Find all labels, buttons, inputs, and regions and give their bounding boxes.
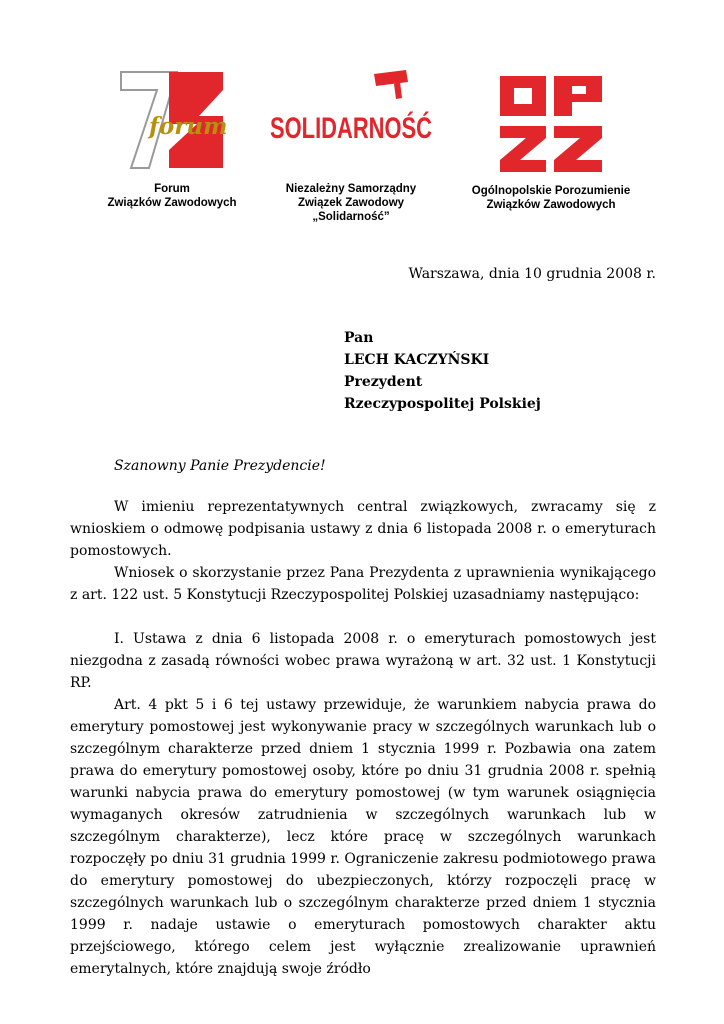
org-caption-line: Forum bbox=[154, 183, 190, 195]
org-caption-line: Związków Zawodowych bbox=[486, 199, 616, 211]
paragraph: Wniosek o skorzystanie przez Pana Prezydenta z uprawnienia wynikającego z art. 122 ust. 5 Konstytucji Rzeczypospolitej Polskiej uzasadniamy następująco: bbox=[70, 565, 656, 603]
letterhead bbox=[70, 68, 656, 228]
paragraph: I. Ustawa z dnia 6 listopada 2008 r. o emeryturach pomostowych jest niezgodna z zasadą równości wobec prawa wyrażoną w art. 32 ust. 1 Konstytucji RP. bbox=[70, 631, 656, 691]
forum-logo-text: forum bbox=[149, 113, 228, 140]
salutation: Szanowny Panie Prezydencie! bbox=[114, 458, 326, 474]
addressee-line: Rzeczypospolitej Polskiej bbox=[344, 396, 541, 412]
place-date: Warszawa, dnia 10 grudnia 2008 r. bbox=[408, 266, 656, 282]
org-caption-line: Ogólnopolskie Porozumienie bbox=[471, 185, 631, 197]
org-caption-line: Niezależny Samorządny bbox=[285, 183, 417, 195]
letter-body bbox=[70, 496, 656, 980]
paragraph: Art. 4 pkt 5 i 6 tej ustawy przewiduje, że warunkiem nabycia prawa do emerytury pomostowej jest wykonywanie pracy w szczególnych warunkach lub o szczególnym charakterze przed dniem 1 stycznia 1999 r. Pozbawia ona zatem prawa do emerytury pomostowej osoby, które po dniu 31 grudnia 2008 r. spełnią warunki nabycia prawa do emerytury pomostowej (w tym warunek osiągnięcia wymaganych okresów zatrudnienia w szczególnych warunkach lub w szczególnym charakterze), lecz które pracę w szczególnych warunkach rozpoczęły po dniu 31 grudnia 1999 r. Ograniczenie zakresu podmiotowego prawa do emerytury pomostowej do ubezpieczonych, którzy rozpoczęli pracę w szczególnych warunkach lub o szczególnym charakterze przed dniem 1 stycznia 1999 r. nadaje ustawie o emeryturach pomostowych charakter aktu przejściowego, którego celem jest wyłącznie zrealizowanie uprawnień emerytalnych, które znajdują swoje źródło bbox=[70, 697, 656, 977]
org-solidarnosc bbox=[266, 68, 492, 224]
org-caption-line: Związek Zawodowy bbox=[297, 197, 405, 209]
org-caption-line: „Solidarność” bbox=[312, 211, 390, 223]
org-opzz bbox=[465, 72, 637, 212]
addressee-line: Pan bbox=[344, 330, 374, 346]
addressee-block bbox=[344, 327, 541, 415]
solidarnosc-logo bbox=[266, 68, 492, 146]
paragraph: W imieniu reprezentatywnych central związkowych, zwracamy się z wnioskiem o odmowę podpisania ustawy z dnia 6 listopada 2008 r. o emeryturach pomostowych. bbox=[70, 499, 656, 559]
opzz-logo bbox=[496, 72, 606, 176]
addressee-line: LECH KACZYŃSKI bbox=[344, 352, 490, 368]
solidarnosc-logo-text: SOLIDARNOŚĆ bbox=[270, 112, 492, 145]
forum-logo bbox=[119, 68, 228, 172]
org-forum bbox=[102, 68, 242, 210]
addressee-line: Prezydent bbox=[344, 374, 423, 390]
org-caption-line: Związków Zawodowych bbox=[107, 197, 237, 209]
